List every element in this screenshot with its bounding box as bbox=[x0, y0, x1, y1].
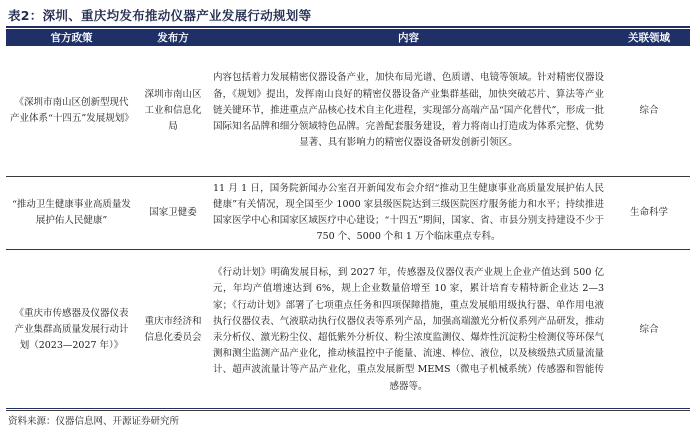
header-policy: 官方政策 bbox=[6, 29, 137, 46]
table-title: 表2：深圳、重庆均发布推动仪器产业发展行动规划等 bbox=[8, 8, 312, 23]
bottom-rule bbox=[6, 408, 690, 409]
source-note: 资料来源：仪器信息网、开源证券研究所 bbox=[8, 416, 180, 427]
policy-cell: 《深圳市南山区创新型现代产业体系“十四五”发展规划》 bbox=[6, 46, 137, 177]
policy-cell: 《重庆市传感器及仪器仪表产业集群高质量发展行动计划（2023—2027 年）》 bbox=[6, 250, 137, 411]
field-cell: 生命科学 bbox=[608, 177, 690, 250]
header-field: 关联领域 bbox=[608, 29, 690, 46]
policy-cell: “推动卫生健康事业高质量发展护佑人民健康” bbox=[6, 177, 137, 250]
field-cell: 综合 bbox=[608, 250, 690, 411]
publisher-cell: 重庆市经济和信息化委员会 bbox=[137, 250, 209, 411]
table-row bbox=[6, 250, 690, 411]
field-cell: 综合 bbox=[608, 46, 690, 177]
table-row bbox=[6, 46, 690, 177]
publisher-cell: 国家卫健委 bbox=[137, 177, 209, 250]
header-content: 内容 bbox=[209, 29, 608, 46]
table-row bbox=[6, 177, 690, 250]
policy-table bbox=[6, 29, 690, 411]
publisher-cell: 深圳市南山区工业和信息化局 bbox=[137, 46, 209, 177]
table-header-row bbox=[6, 29, 690, 46]
header-publisher: 发布方 bbox=[137, 29, 209, 46]
content-cell: 内容包括着力发展精密仪器设备产业，加快布局光谱、色质谱、电镜等领域。针对精密仪器设备，《规划》提出，发挥南山良好的精密仪器设备产业集群基础，加快突破芯片、算法等产业链关键环节，推进重点产品核心技术自主化进程，实现部分高端产品“国产化替代”，形成一批国际知名品牌和细分领域特色品牌。完善配套服务建设，着力将南山打造成为体系完整、优势显著、具有影响力的精密仪器设备研发创新引领区。 bbox=[209, 46, 608, 177]
content-cell: 11 月 1 日，国务院新闻办公室召开新闻发布会介绍“推动卫生健康事业高质量发展护佑人民健康”有关情况，现全国至少 1000 家县级医院达到三级医院医疗服务能力和水平；持续推进国家医学中心和国家区域医疗中心建设；“十四五”期间，国家、省、市县分别支持建设不少于 750 个、5000 个和 1 万个临床重点专科。 bbox=[209, 177, 608, 250]
content-cell: 《行动计划》明确发展目标，到 2027 年，传感器及仪器仪表产业规上企业产值达到 500 亿元，年均产值增速达到 6%，规上企业数量倍增至 10 家，累计培育专精特新企业达 2—3 家；《行动计划》部署了七项重点任务和四项保障措施，重点发展船用级执行器、单作用电液执行仪器仪表、气液联动执行仪器仪表等系列产品，加强高端激光分析仪系列产品研发，推动汞分析仪、激光粉尘仪、超低紫外分析仪、粉尘浓度监测仪、爆炸性沉淀粉尘检测仪等环保气测和测尘监测产品产业化，推动核温控中子能量、流速、棒位、液位，以及核级热式质量流量计、超声波流量计等产品产业化，重点发展新型 MEMS（微电子机械系统）传感器和智能传感器等。 bbox=[209, 250, 608, 411]
title-rule bbox=[6, 26, 690, 28]
